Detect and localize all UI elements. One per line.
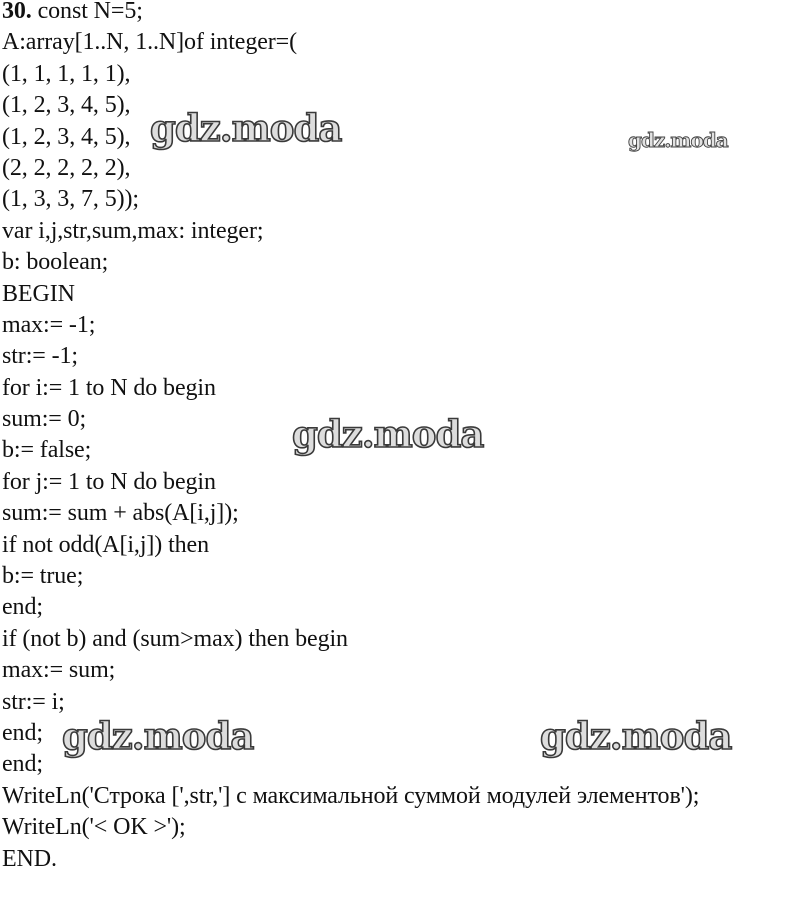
code-line-7: (1, 3, 3, 7, 5));: [2, 186, 139, 213]
code-line-6: (2, 2, 2, 2, 2),: [2, 154, 131, 181]
code-line-28: END.: [2, 845, 57, 872]
code-line-24: end;: [2, 719, 43, 746]
code-line-19: b:= true;: [2, 563, 84, 590]
code-line-12: str:= -1;: [2, 343, 78, 370]
watermark: gdz.moda: [292, 412, 484, 456]
code-line-22: max:= sum;: [2, 657, 116, 684]
code-line-8: var i,j,str,sum,max: integer;: [2, 217, 264, 244]
code-line-text: const N=5;: [31, 0, 143, 24]
code-line-18: if not odd(A[i,j]) then: [2, 531, 209, 558]
code-line-1: [2, 0, 808, 27]
code-line-26: WriteLn('Строка [',str,'] с максимальной суммой модулей элементов');: [2, 782, 700, 809]
code-line-20: end;: [2, 594, 43, 621]
watermark: gdz.moda: [150, 106, 342, 150]
code-line-13: for i:= 1 to N do begin: [2, 374, 216, 401]
watermark: gdz.moda: [62, 714, 254, 758]
code-line-14: sum:= 0;: [2, 406, 87, 433]
code-line-9: b: boolean;: [2, 249, 109, 276]
code-line-3: (1, 1, 1, 1, 1),: [2, 60, 131, 87]
code-line-23: str:= i;: [2, 688, 65, 715]
code-line-21: if (not b) and (sum>max) then begin: [2, 625, 348, 652]
code-line-4: (1, 2, 3, 4, 5),: [2, 92, 131, 119]
watermark: gdz.moda: [628, 128, 728, 152]
code-line-10: BEGIN: [2, 280, 75, 307]
code-line-16: for j:= 1 to N do begin: [2, 468, 216, 495]
code-line-5: (1, 2, 3, 4, 5),: [2, 123, 131, 150]
code-line-25: end;: [2, 751, 43, 778]
code-line-17: sum:= sum + abs(A[i,j]);: [2, 500, 239, 527]
code-line-2: A:array[1..N, 1..N]of integer=(: [2, 29, 297, 56]
watermark: gdz.moda: [540, 714, 732, 758]
code-line-11: max:= -1;: [2, 311, 96, 338]
code-line-27: WriteLn('< OK >');: [2, 814, 186, 841]
problem-number: 30.: [2, 0, 32, 24]
code-line-15: b:= false;: [2, 437, 92, 464]
